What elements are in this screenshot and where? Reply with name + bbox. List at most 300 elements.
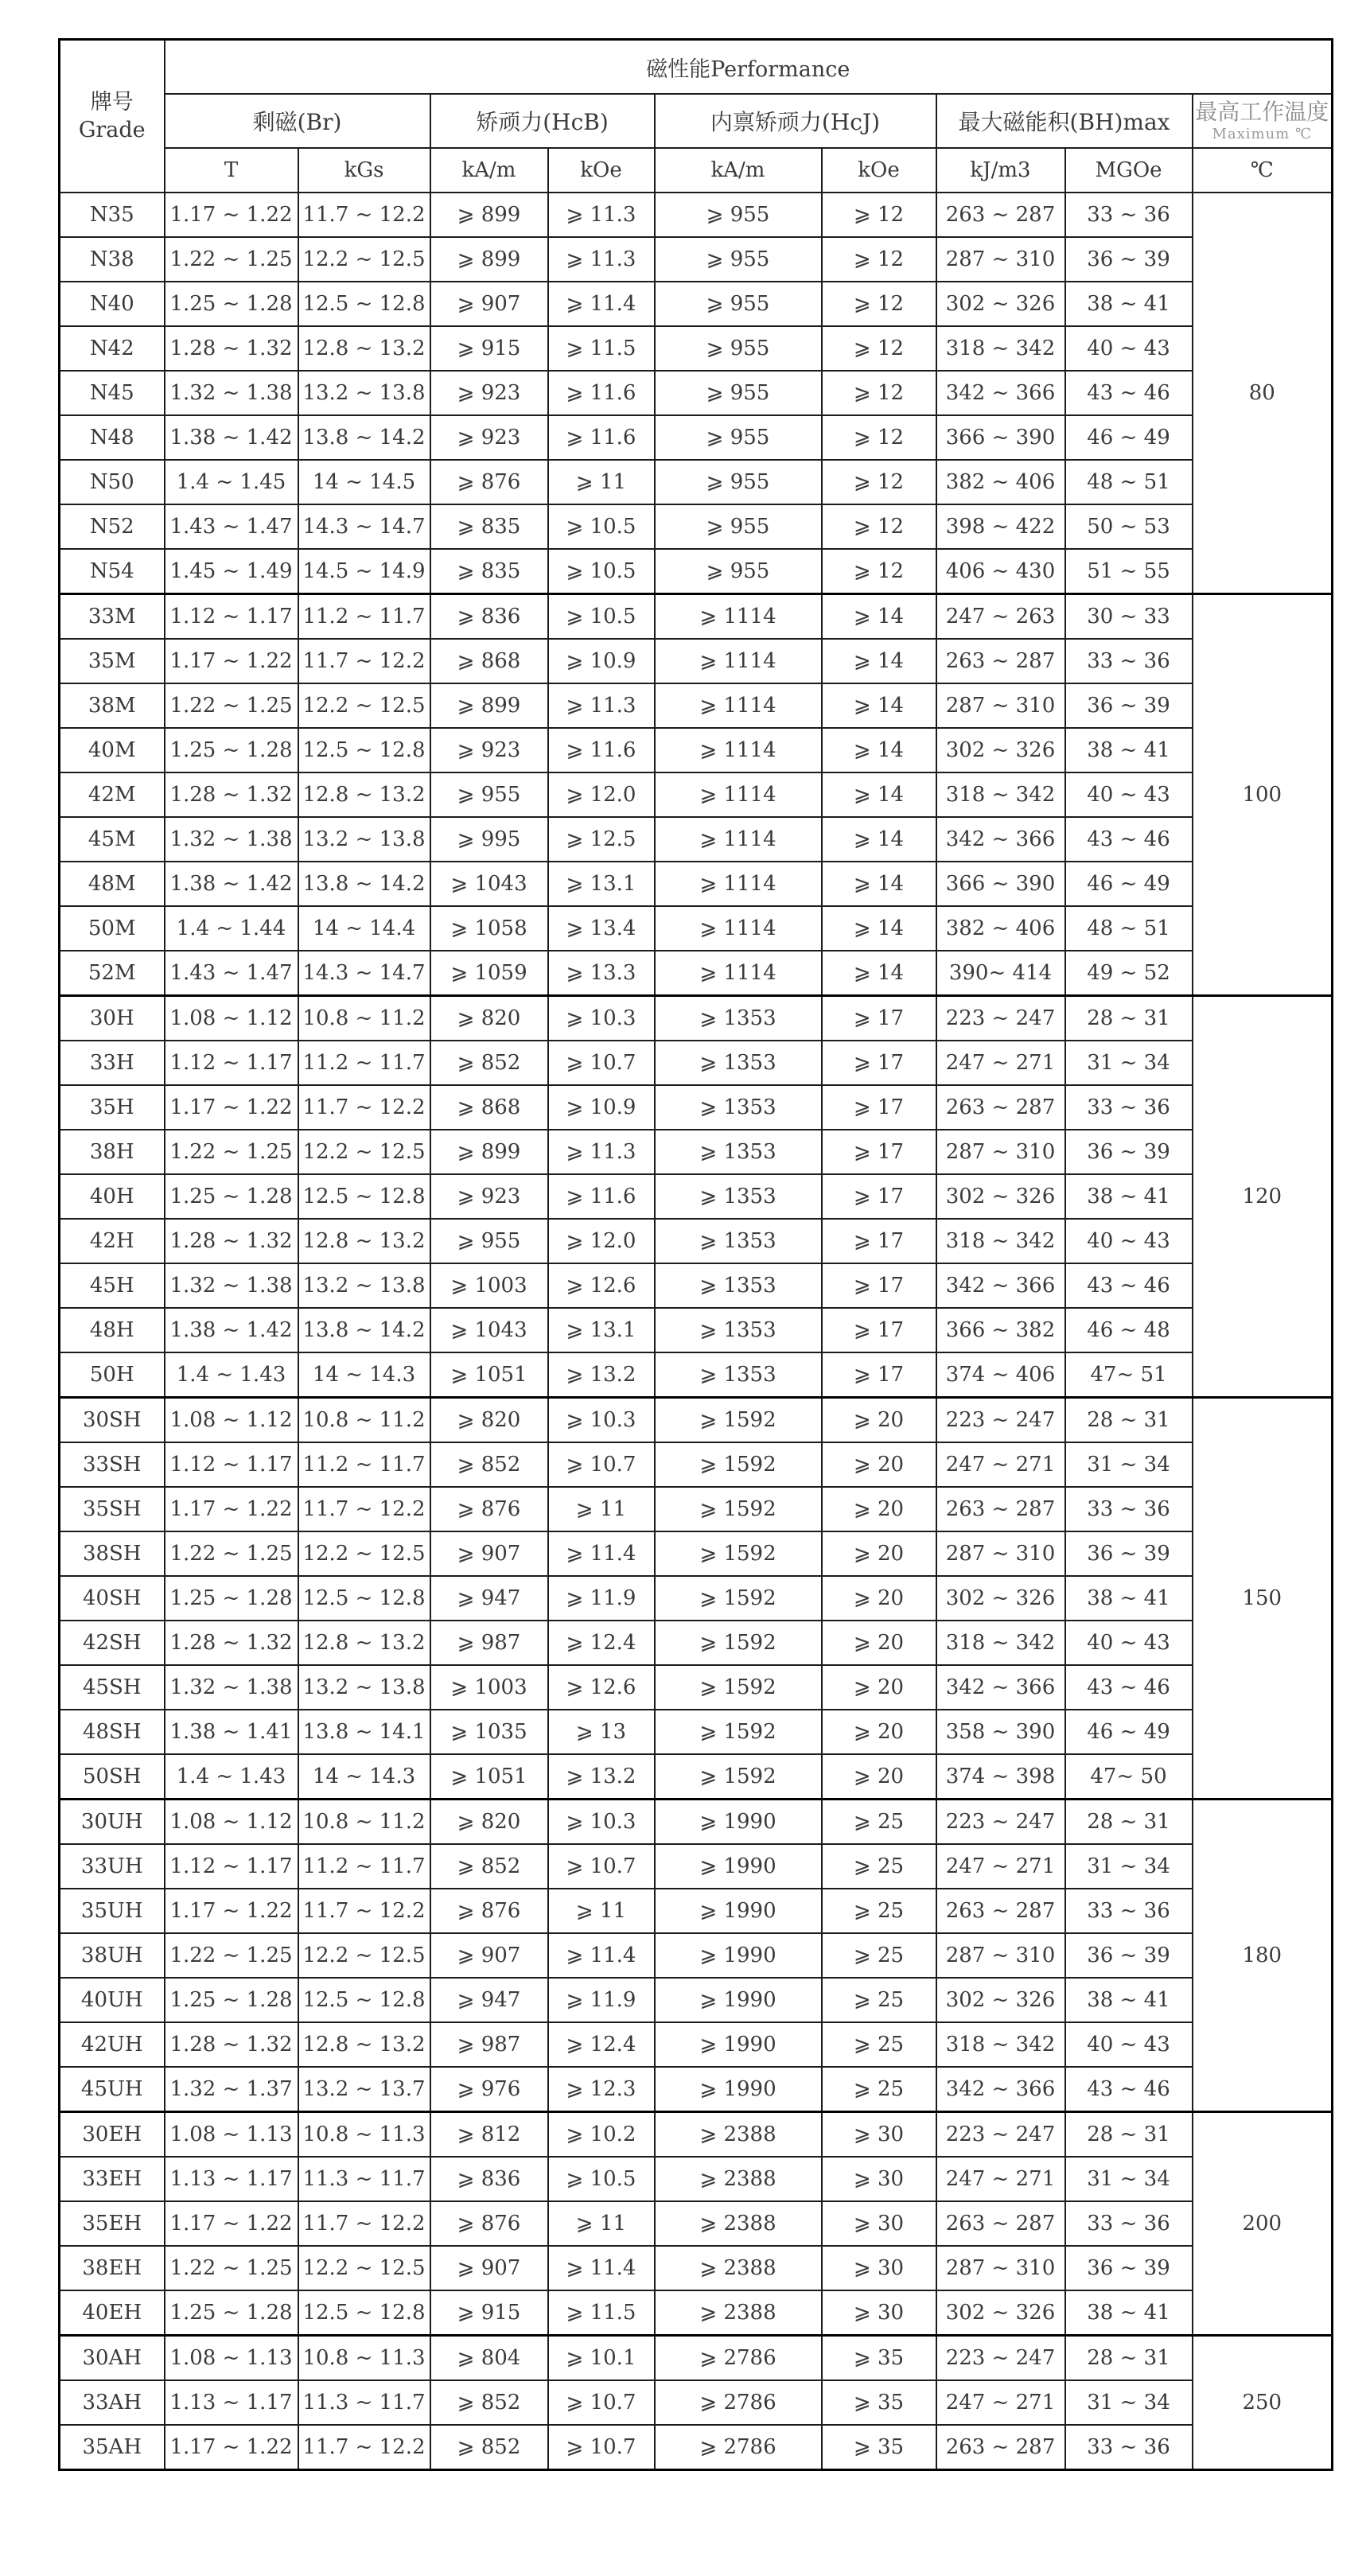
value-cell: ⩾ 1114 <box>655 951 822 996</box>
value-cell: 11.7 ~ 12.2 <box>298 193 430 237</box>
value-cell: 223 ~ 247 <box>936 2112 1065 2158</box>
value-cell: ⩾ 915 <box>430 2290 548 2336</box>
value-cell: ⩾ 12 <box>822 237 936 282</box>
value-cell: ⩾ 35 <box>822 2425 936 2470</box>
value-cell: 342 ~ 366 <box>936 1665 1065 1710</box>
table-row <box>60 1933 1333 1978</box>
value-cell: 1.45 ~ 1.49 <box>165 549 298 594</box>
table-row <box>60 2425 1333 2470</box>
value-cell: 1.25 ~ 1.28 <box>165 1174 298 1219</box>
table-row <box>60 2246 1333 2290</box>
grade-cell: 30AH <box>60 2336 165 2381</box>
grade-cell: 40SH <box>60 1576 165 1621</box>
table-row <box>60 193 1333 237</box>
value-cell: ⩾ 10.9 <box>548 1085 655 1130</box>
value-cell: 48 ~ 51 <box>1065 460 1193 504</box>
value-cell: ⩾ 13.2 <box>548 1754 655 1800</box>
max-temp-cell: 200 <box>1193 2112 1333 2336</box>
value-cell: ⩾ 12.0 <box>548 772 655 817</box>
value-cell: 263 ~ 287 <box>936 2201 1065 2246</box>
value-cell: ⩾ 12.6 <box>548 1665 655 1710</box>
value-cell: ⩾ 14 <box>822 817 936 862</box>
value-cell: 247 ~ 271 <box>936 1442 1065 1487</box>
value-cell: ⩾ 10.2 <box>548 2112 655 2158</box>
value-cell: 302 ~ 326 <box>936 728 1065 772</box>
value-cell: 43 ~ 46 <box>1065 2067 1193 2112</box>
grade-cell: 33H <box>60 1041 165 1085</box>
max-temp-cell: 80 <box>1193 193 1333 594</box>
unit-header-cell: kJ/m3 <box>936 148 1065 193</box>
value-cell: ⩾ 899 <box>430 683 548 728</box>
table-row <box>60 1219 1333 1263</box>
value-cell: 11.7 ~ 12.2 <box>298 2425 430 2470</box>
value-cell: ⩾ 10.1 <box>548 2336 655 2381</box>
table-row <box>60 1041 1333 1085</box>
value-cell: 12.5 ~ 12.8 <box>298 282 430 326</box>
value-cell: 36 ~ 39 <box>1065 1531 1193 1576</box>
value-cell: ⩾ 2786 <box>655 2336 822 2381</box>
value-cell: 302 ~ 326 <box>936 1576 1065 1621</box>
value-cell: 1.28 ~ 1.32 <box>165 2022 298 2067</box>
value-cell: ⩾ 17 <box>822 1174 936 1219</box>
grade-cell: 48H <box>60 1308 165 1352</box>
value-cell: ⩾ 20 <box>822 1398 936 1443</box>
value-cell: ⩾ 1059 <box>430 951 548 996</box>
value-cell: ⩾ 11.3 <box>548 193 655 237</box>
value-cell: 390~ 414 <box>936 951 1065 996</box>
magnet-performance-table <box>58 38 1333 2471</box>
value-cell: ⩾ 25 <box>822 1889 936 1933</box>
value-cell: 1.22 ~ 1.25 <box>165 683 298 728</box>
value-cell: ⩾ 13.1 <box>548 1308 655 1352</box>
value-cell: 14 ~ 14.3 <box>298 1352 430 1398</box>
grade-cell: 33EH <box>60 2157 165 2201</box>
value-cell: ⩾ 836 <box>430 2157 548 2201</box>
value-cell: ⩾ 11.4 <box>548 1531 655 1576</box>
grade-cell: N40 <box>60 282 165 326</box>
value-cell: ⩾ 14 <box>822 639 936 683</box>
value-cell: ⩾ 14 <box>822 906 936 951</box>
value-cell: 263 ~ 287 <box>936 1487 1065 1531</box>
table-row <box>60 2290 1333 2336</box>
value-cell: 1.4 ~ 1.43 <box>165 1352 298 1398</box>
value-cell: ⩾ 876 <box>430 2201 548 2246</box>
value-cell: ⩾ 955 <box>655 549 822 594</box>
value-cell: 11.7 ~ 12.2 <box>298 639 430 683</box>
value-cell: ⩾ 1035 <box>430 1710 548 1754</box>
value-cell: 46 ~ 49 <box>1065 1710 1193 1754</box>
value-cell: ⩾ 1043 <box>430 1308 548 1352</box>
value-cell: 318 ~ 342 <box>936 326 1065 371</box>
value-cell: ⩾ 11 <box>548 460 655 504</box>
value-cell: ⩾ 10.7 <box>548 2380 655 2425</box>
value-cell: 1.12 ~ 1.17 <box>165 1844 298 1889</box>
value-cell: 11.2 ~ 11.7 <box>298 1442 430 1487</box>
max-temp-header <box>1193 94 1333 148</box>
magnet-grade-sheet <box>58 38 1331 2471</box>
value-cell: ⩾ 11.3 <box>548 237 655 282</box>
value-cell: ⩾ 14 <box>822 951 936 996</box>
value-cell: 38 ~ 41 <box>1065 2290 1193 2336</box>
value-cell: 14.3 ~ 14.7 <box>298 504 430 549</box>
grade-cell: 35H <box>60 1085 165 1130</box>
table-row <box>60 549 1333 594</box>
table-row <box>60 2336 1333 2381</box>
value-cell: ⩾ 876 <box>430 460 548 504</box>
value-cell: ⩾ 17 <box>822 1308 936 1352</box>
grade-cell: N38 <box>60 237 165 282</box>
grade-cell: 42SH <box>60 1621 165 1665</box>
value-cell: ⩾ 17 <box>822 1219 936 1263</box>
value-cell: ⩾ 20 <box>822 1621 936 1665</box>
table-row <box>60 2157 1333 2201</box>
value-cell: ⩾ 12 <box>822 326 936 371</box>
max-temp-header-en: Maximum ℃ <box>1212 126 1313 142</box>
grade-cell: N42 <box>60 326 165 371</box>
value-cell: ⩾ 868 <box>430 639 548 683</box>
value-cell: 342 ~ 366 <box>936 371 1065 415</box>
value-cell: ⩾ 11.6 <box>548 728 655 772</box>
value-cell: 1.28 ~ 1.32 <box>165 1219 298 1263</box>
table-row <box>60 1621 1333 1665</box>
table-row <box>60 1754 1333 1800</box>
table-row <box>60 1352 1333 1398</box>
value-cell: 1.4 ~ 1.43 <box>165 1754 298 1800</box>
value-cell: ⩾ 812 <box>430 2112 548 2158</box>
table-row <box>60 504 1333 549</box>
value-cell: 1.32 ~ 1.38 <box>165 1665 298 1710</box>
value-cell: 11.7 ~ 12.2 <box>298 1085 430 1130</box>
table-row <box>60 1710 1333 1754</box>
value-cell: 318 ~ 342 <box>936 1621 1065 1665</box>
value-cell: 14 ~ 14.5 <box>298 460 430 504</box>
value-cell: ⩾ 955 <box>430 1219 548 1263</box>
value-cell: 1.17 ~ 1.22 <box>165 193 298 237</box>
grade-cell: 35AH <box>60 2425 165 2470</box>
value-cell: 13.2 ~ 13.8 <box>298 1665 430 1710</box>
value-cell: ⩾ 2388 <box>655 2112 822 2158</box>
value-cell: ⩾ 955 <box>655 193 822 237</box>
max-temp-header-cn: 最高工作温度 <box>1195 99 1329 126</box>
grade-cell: 52M <box>60 951 165 996</box>
value-cell: ⩾ 12 <box>822 504 936 549</box>
grade-header-en: Grade <box>78 118 146 142</box>
value-cell: 1.28 ~ 1.32 <box>165 1621 298 1665</box>
value-cell: ⩾ 1353 <box>655 1041 822 1085</box>
value-cell: 1.17 ~ 1.22 <box>165 1487 298 1531</box>
value-cell: ⩾ 12.3 <box>548 2067 655 2112</box>
value-cell: 14.3 ~ 14.7 <box>298 951 430 996</box>
value-cell: ⩾ 1592 <box>655 1754 822 1800</box>
grade-cell: 45SH <box>60 1665 165 1710</box>
value-cell: ⩾ 10.5 <box>548 2157 655 2201</box>
value-cell: 12.2 ~ 12.5 <box>298 2246 430 2290</box>
grade-cell: 45UH <box>60 2067 165 2112</box>
value-cell: 40 ~ 43 <box>1065 1621 1193 1665</box>
value-cell: ⩾ 852 <box>430 2380 548 2425</box>
table-row <box>60 1085 1333 1130</box>
value-cell: ⩾ 10.7 <box>548 1442 655 1487</box>
value-cell: ⩾ 17 <box>822 1085 936 1130</box>
grade-cell: 40M <box>60 728 165 772</box>
value-cell: 13.8 ~ 14.1 <box>298 1710 430 1754</box>
value-cell: ⩾ 12 <box>822 549 936 594</box>
value-cell: ⩾ 10.5 <box>548 504 655 549</box>
grade-header-cn: 牌号 <box>90 89 134 115</box>
grade-cell: N54 <box>60 549 165 594</box>
value-cell: 247 ~ 271 <box>936 1844 1065 1889</box>
value-cell: 12.5 ~ 12.8 <box>298 1174 430 1219</box>
value-cell: 358 ~ 390 <box>936 1710 1065 1754</box>
value-cell: 11.3 ~ 11.7 <box>298 2380 430 2425</box>
value-cell: ⩾ 923 <box>430 728 548 772</box>
value-cell: ⩾ 1990 <box>655 1978 822 2022</box>
value-cell: ⩾ 11.3 <box>548 1130 655 1174</box>
value-cell: ⩾ 11 <box>548 1487 655 1531</box>
value-cell: 33 ~ 36 <box>1065 1487 1193 1531</box>
value-cell: 28 ~ 31 <box>1065 1800 1193 1845</box>
value-cell: 1.17 ~ 1.22 <box>165 2425 298 2470</box>
grade-cell: 38EH <box>60 2246 165 2290</box>
value-cell: 33 ~ 36 <box>1065 1085 1193 1130</box>
value-cell: 223 ~ 247 <box>936 1398 1065 1443</box>
table-row <box>60 2022 1333 2067</box>
value-cell: ⩾ 2388 <box>655 2246 822 2290</box>
value-cell: ⩾ 14 <box>822 683 936 728</box>
value-cell: 302 ~ 326 <box>936 282 1065 326</box>
value-cell: ⩾ 1353 <box>655 996 822 1041</box>
value-cell: 366 ~ 382 <box>936 1308 1065 1352</box>
value-cell: 31 ~ 34 <box>1065 1844 1193 1889</box>
value-cell: 366 ~ 390 <box>936 415 1065 460</box>
value-cell: 1.25 ~ 1.28 <box>165 728 298 772</box>
value-cell: 1.43 ~ 1.47 <box>165 951 298 996</box>
grade-cell: N35 <box>60 193 165 237</box>
value-cell: ⩾ 1353 <box>655 1130 822 1174</box>
grade-cell: 35UH <box>60 1889 165 1933</box>
value-cell: 46 ~ 49 <box>1065 415 1193 460</box>
value-cell: ⩾ 13.3 <box>548 951 655 996</box>
table-row <box>60 1174 1333 1219</box>
value-cell: 49 ~ 52 <box>1065 951 1193 996</box>
value-cell: 366 ~ 390 <box>936 862 1065 906</box>
value-cell: ⩾ 12.5 <box>548 817 655 862</box>
value-cell: ⩾ 820 <box>430 996 548 1041</box>
value-cell: 398 ~ 422 <box>936 504 1065 549</box>
grade-cell: 42H <box>60 1219 165 1263</box>
value-cell: 13.2 ~ 13.7 <box>298 2067 430 2112</box>
table-row <box>60 1978 1333 2022</box>
value-cell: 302 ~ 326 <box>936 1174 1065 1219</box>
value-cell: 1.17 ~ 1.22 <box>165 1889 298 1933</box>
value-cell: 1.08 ~ 1.12 <box>165 1398 298 1443</box>
unit-row <box>60 148 1333 193</box>
value-cell: 1.38 ~ 1.42 <box>165 862 298 906</box>
value-cell: 28 ~ 31 <box>1065 2336 1193 2381</box>
value-cell: 10.8 ~ 11.2 <box>298 1398 430 1443</box>
value-cell: 263 ~ 287 <box>936 1889 1065 1933</box>
value-cell: ⩾ 876 <box>430 1889 548 1933</box>
value-cell: ⩾ 10.7 <box>548 1041 655 1085</box>
value-cell: ⩾ 10.7 <box>548 1844 655 1889</box>
table-row <box>60 415 1333 460</box>
value-cell: ⩾ 899 <box>430 1130 548 1174</box>
value-cell: 30 ~ 33 <box>1065 594 1193 640</box>
value-cell: ⩾ 17 <box>822 1041 936 1085</box>
value-cell: ⩾ 17 <box>822 1352 936 1398</box>
value-cell: ⩾ 20 <box>822 1442 936 1487</box>
value-cell: ⩾ 852 <box>430 1442 548 1487</box>
value-cell: ⩾ 1114 <box>655 772 822 817</box>
unit-header-cell: ℃ <box>1193 148 1333 193</box>
value-cell: ⩾ 1043 <box>430 862 548 906</box>
value-cell: ⩾ 11.5 <box>548 2290 655 2336</box>
value-cell: ⩾ 955 <box>655 237 822 282</box>
value-cell: ⩾ 35 <box>822 2336 936 2381</box>
value-cell: 318 ~ 342 <box>936 2022 1065 2067</box>
value-cell: 38 ~ 41 <box>1065 1174 1193 1219</box>
value-cell: 10.8 ~ 11.3 <box>298 2112 430 2158</box>
value-cell: 1.4 ~ 1.45 <box>165 460 298 504</box>
grade-cell: 50SH <box>60 1754 165 1800</box>
grade-cell: 50M <box>60 906 165 951</box>
value-cell: ⩾ 995 <box>430 817 548 862</box>
value-cell: 1.32 ~ 1.37 <box>165 2067 298 2112</box>
value-cell: ⩾ 10.3 <box>548 1398 655 1443</box>
value-cell: ⩾ 1592 <box>655 1621 822 1665</box>
value-cell: ⩾ 25 <box>822 1844 936 1889</box>
value-cell: ⩾ 14 <box>822 728 936 772</box>
value-cell: 51 ~ 55 <box>1065 549 1193 594</box>
value-cell: ⩾ 10.9 <box>548 639 655 683</box>
value-cell: 247 ~ 271 <box>936 2157 1065 2201</box>
value-cell: ⩾ 14 <box>822 862 936 906</box>
value-cell: 247 ~ 263 <box>936 594 1065 640</box>
table-row <box>60 1442 1333 1487</box>
value-cell: ⩾ 30 <box>822 2157 936 2201</box>
max-temp-cell: 250 <box>1193 2336 1333 2470</box>
grade-cell: 50H <box>60 1352 165 1398</box>
value-cell: 342 ~ 366 <box>936 817 1065 862</box>
value-cell: ⩾ 907 <box>430 2246 548 2290</box>
value-cell: 1.25 ~ 1.28 <box>165 282 298 326</box>
value-cell: 33 ~ 36 <box>1065 193 1193 237</box>
value-cell: 1.08 ~ 1.12 <box>165 996 298 1041</box>
value-cell: 46 ~ 49 <box>1065 862 1193 906</box>
grade-cell: 33UH <box>60 1844 165 1889</box>
grade-cell: 30SH <box>60 1398 165 1443</box>
value-cell: ⩾ 12.4 <box>548 2022 655 2067</box>
value-cell: 36 ~ 39 <box>1065 1933 1193 1978</box>
value-cell: ⩾ 20 <box>822 1710 936 1754</box>
value-cell: ⩾ 17 <box>822 1130 936 1174</box>
table-body <box>60 193 1333 2470</box>
unit-header-cell: MGOe <box>1065 148 1193 193</box>
value-cell: 247 ~ 271 <box>936 1041 1065 1085</box>
table-row <box>60 906 1333 951</box>
value-cell: 263 ~ 287 <box>936 193 1065 237</box>
grade-cell: N48 <box>60 415 165 460</box>
value-cell: ⩾ 1114 <box>655 817 822 862</box>
value-cell: ⩾ 12.4 <box>548 1621 655 1665</box>
value-cell: ⩾ 10.5 <box>548 549 655 594</box>
value-cell: ⩾ 1114 <box>655 728 822 772</box>
value-cell: 28 ~ 31 <box>1065 1398 1193 1443</box>
value-cell: 342 ~ 366 <box>936 2067 1065 2112</box>
value-cell: ⩾ 11.6 <box>548 1174 655 1219</box>
value-cell: 382 ~ 406 <box>936 906 1065 951</box>
value-cell: 287 ~ 310 <box>936 1130 1065 1174</box>
value-cell: ⩾ 13.2 <box>548 1352 655 1398</box>
value-cell: 38 ~ 41 <box>1065 728 1193 772</box>
value-cell: ⩾ 1114 <box>655 594 822 640</box>
value-cell: 10.8 ~ 11.2 <box>298 996 430 1041</box>
value-cell: ⩾ 12 <box>822 193 936 237</box>
value-cell: 1.08 ~ 1.13 <box>165 2336 298 2381</box>
value-cell: ⩾ 1592 <box>655 1487 822 1531</box>
value-cell: 11.3 ~ 11.7 <box>298 2157 430 2201</box>
value-cell: 1.12 ~ 1.17 <box>165 1041 298 1085</box>
value-cell: ⩾ 11.6 <box>548 415 655 460</box>
value-cell: 1.22 ~ 1.25 <box>165 2246 298 2290</box>
value-cell: ⩾ 1592 <box>655 1531 822 1576</box>
value-cell: 12.8 ~ 13.2 <box>298 1621 430 1665</box>
value-cell: 31 ~ 34 <box>1065 1041 1193 1085</box>
value-cell: 374 ~ 406 <box>936 1352 1065 1398</box>
value-cell: 318 ~ 342 <box>936 1219 1065 1263</box>
table-row <box>60 326 1333 371</box>
value-cell: ⩾ 11.5 <box>548 326 655 371</box>
unit-header-cell: kOe <box>548 148 655 193</box>
value-cell: ⩾ 955 <box>655 371 822 415</box>
value-cell: ⩾ 17 <box>822 996 936 1041</box>
value-cell: ⩾ 955 <box>655 326 822 371</box>
value-cell: 50 ~ 53 <box>1065 504 1193 549</box>
value-cell: 318 ~ 342 <box>936 772 1065 817</box>
value-cell: 13.2 ~ 13.8 <box>298 817 430 862</box>
value-cell: 13.8 ~ 14.2 <box>298 862 430 906</box>
table-row <box>60 1531 1333 1576</box>
value-cell: ⩾ 30 <box>822 2112 936 2158</box>
table-row <box>60 1130 1333 1174</box>
value-cell: 11.7 ~ 12.2 <box>298 1487 430 1531</box>
value-cell: 263 ~ 287 <box>936 1085 1065 1130</box>
value-cell: ⩾ 2786 <box>655 2380 822 2425</box>
value-cell: 1.22 ~ 1.25 <box>165 1531 298 1576</box>
value-cell: 12.5 ~ 12.8 <box>298 1978 430 2022</box>
value-cell: ⩾ 12.0 <box>548 1219 655 1263</box>
grade-cell: 42M <box>60 772 165 817</box>
value-cell: ⩾ 13.1 <box>548 862 655 906</box>
value-cell: ⩾ 13.4 <box>548 906 655 951</box>
value-cell: 1.28 ~ 1.32 <box>165 326 298 371</box>
value-cell: 1.13 ~ 1.17 <box>165 2157 298 2201</box>
table-row <box>60 2067 1333 2112</box>
value-cell: ⩾ 17 <box>822 1263 936 1308</box>
value-cell: 43 ~ 46 <box>1065 371 1193 415</box>
value-cell: 14 ~ 14.4 <box>298 906 430 951</box>
table-row <box>60 237 1333 282</box>
value-cell: ⩾ 1592 <box>655 1576 822 1621</box>
value-cell: ⩾ 976 <box>430 2067 548 2112</box>
value-cell: ⩾ 955 <box>655 415 822 460</box>
unit-header-cell: kOe <box>822 148 936 193</box>
max-temp-cell: 180 <box>1193 1800 1333 2112</box>
value-cell: ⩾ 955 <box>655 282 822 326</box>
value-cell: ⩾ 1990 <box>655 1933 822 1978</box>
value-cell: ⩾ 907 <box>430 1531 548 1576</box>
value-cell: ⩾ 12.6 <box>548 1263 655 1308</box>
